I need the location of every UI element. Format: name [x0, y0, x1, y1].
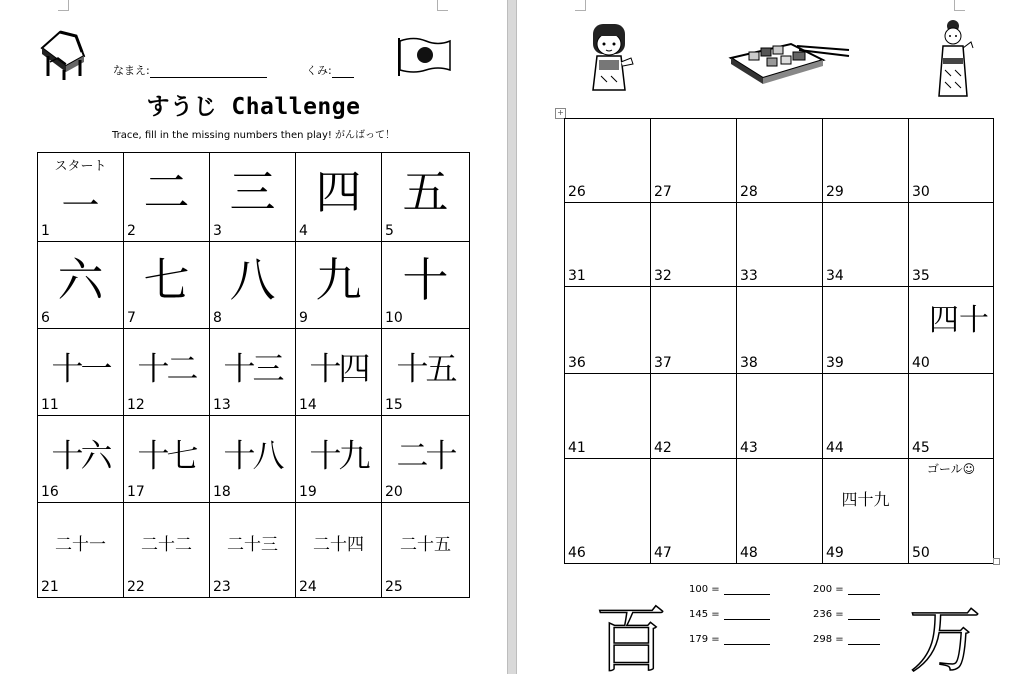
grid-row — [38, 242, 470, 329]
cell-number: 8 — [213, 310, 222, 326]
answer-blank[interactable] — [724, 609, 770, 620]
cell-number: 18 — [213, 484, 231, 500]
grid-cell — [909, 459, 994, 564]
outline-kanji-hundred: 百 — [595, 598, 668, 674]
grid-row — [38, 329, 470, 416]
cell-number: 43 — [740, 440, 758, 456]
grid-cell — [210, 242, 296, 329]
grid-cell — [823, 459, 909, 564]
table-move-handle[interactable]: + — [555, 108, 566, 119]
grid-cell — [565, 374, 651, 459]
cell-kanji: 六 — [57, 253, 104, 308]
crop-mark — [954, 0, 965, 11]
grid-cell — [651, 459, 737, 564]
grid-cell — [296, 242, 382, 329]
conversion-item — [689, 609, 770, 620]
cell-number: 40 — [912, 355, 930, 371]
grid-cell — [651, 119, 737, 203]
grid-cell — [651, 203, 737, 287]
conversion-label: 100 = — [689, 584, 720, 595]
sushi-tray-icon — [727, 36, 851, 86]
cell-number: 13 — [213, 397, 231, 413]
grid-cell — [737, 459, 823, 564]
cell-number: 36 — [568, 355, 586, 371]
name-label: なまえ: — [113, 64, 150, 77]
grid-cell — [382, 416, 470, 503]
grid-cell — [651, 374, 737, 459]
answer-blank[interactable] — [848, 584, 880, 595]
girl-illustration-icon — [581, 20, 637, 94]
grid-cell — [210, 416, 296, 503]
cell-number: 2 — [127, 223, 136, 239]
cell-kanji: 十七 — [137, 436, 196, 475]
worksheet-subtitle: Trace, fill in the missing numbers then play! がんばって！ — [111, 130, 396, 141]
grid-cell — [565, 287, 651, 374]
grid-cell — [737, 119, 823, 203]
grid-cell — [737, 374, 823, 459]
conversion-label: 298 = — [813, 634, 844, 645]
cell-number: 22 — [127, 579, 145, 595]
cell-number: 23 — [213, 579, 231, 595]
worksheet-title: すうじ Challenge — [146, 94, 361, 120]
grid-cell — [909, 203, 994, 287]
grid-cell — [296, 329, 382, 416]
grid-cell — [909, 287, 994, 374]
cell-kanji: 十六 — [51, 436, 110, 475]
cell-number: 26 — [568, 184, 586, 200]
conversion-label: 200 = — [813, 584, 844, 595]
grid-cell — [38, 503, 124, 598]
cell-number: 42 — [654, 440, 672, 456]
conversion-item — [813, 584, 880, 595]
grid-cell — [124, 503, 210, 598]
cell-number: 33 — [740, 268, 758, 284]
cell-kanji: 五 — [402, 165, 449, 220]
cell-number: 4 — [299, 223, 308, 239]
class-label: くみ: — [306, 64, 332, 77]
cell-kanji: 一 — [61, 184, 100, 228]
conversion-label: 236 = — [813, 609, 844, 620]
cell-number: 5 — [385, 223, 394, 239]
cell-number: 37 — [654, 355, 672, 371]
class-blank[interactable] — [332, 65, 354, 78]
cell-number: 9 — [299, 310, 308, 326]
cell-number: 20 — [385, 484, 403, 500]
conversion-item — [689, 634, 770, 645]
cell-number: 15 — [385, 397, 403, 413]
grid-cell — [823, 119, 909, 203]
cell-number: 12 — [127, 397, 145, 413]
number-grid-1-25 — [37, 152, 470, 598]
cell-number: 6 — [41, 310, 50, 326]
name-blank[interactable] — [150, 65, 267, 78]
right-page — [517, 0, 1024, 674]
cell-number: 32 — [654, 268, 672, 284]
cell-kanji: 四十九 — [841, 490, 890, 509]
grid-row — [565, 287, 994, 374]
cell-number: 30 — [912, 184, 930, 200]
grid-cell — [823, 203, 909, 287]
grid-row — [38, 153, 470, 242]
grid-cell — [124, 329, 210, 416]
cell-number: 7 — [127, 310, 136, 326]
cell-kanji: 十四 — [309, 349, 368, 388]
grid-cell — [823, 287, 909, 374]
answer-blank[interactable] — [848, 634, 880, 645]
cell-kanji: 二十三 — [227, 535, 278, 555]
cell-number: 3 — [213, 223, 222, 239]
conversion-item — [813, 634, 880, 645]
cell-number: 49 — [826, 545, 844, 561]
cell-kanji: 七 — [143, 253, 190, 308]
grid-cell — [296, 503, 382, 598]
grid-row — [38, 503, 470, 598]
cell-number: 10 — [385, 310, 403, 326]
crop-mark — [437, 0, 448, 11]
grid-cell — [382, 503, 470, 598]
cell-kanji: 二十五 — [400, 535, 451, 555]
cell-kanji: 十一 — [51, 349, 110, 388]
grid-cell — [210, 329, 296, 416]
start-label: スタート — [54, 159, 107, 174]
grid-cell — [565, 459, 651, 564]
grid-row — [565, 203, 994, 287]
cell-kanji: 十三 — [223, 349, 282, 388]
page-gutter — [507, 0, 517, 674]
grid-cell — [565, 203, 651, 287]
grid-cell — [909, 119, 994, 203]
cell-kanji: 四十 — [929, 303, 989, 338]
cell-kanji: 十二 — [137, 349, 196, 388]
cell-number: 41 — [568, 440, 586, 456]
name-field[interactable] — [113, 62, 267, 78]
cell-number: 45 — [912, 440, 930, 456]
grid-cell — [823, 374, 909, 459]
cell-kanji: 三 — [229, 165, 276, 220]
cell-kanji: 四 — [315, 165, 362, 220]
conversion-label: 145 = — [689, 609, 720, 620]
grid-cell — [124, 416, 210, 503]
cell-kanji: 二十一 — [55, 535, 106, 555]
cell-kanji: 二十 — [396, 436, 455, 475]
grid-cell — [737, 203, 823, 287]
cell-number: 16 — [41, 484, 59, 500]
grid-cell — [124, 242, 210, 329]
grid-cell — [38, 329, 124, 416]
answer-blank[interactable] — [724, 584, 770, 595]
cell-kanji: 十九 — [309, 436, 368, 475]
cell-number: 31 — [568, 268, 586, 284]
grid-cell — [909, 374, 994, 459]
cell-number: 38 — [740, 355, 758, 371]
grid-row — [565, 119, 994, 203]
cell-number: 17 — [127, 484, 145, 500]
grid-row — [565, 374, 994, 459]
grid-cell — [38, 416, 124, 503]
grid-cell — [296, 416, 382, 503]
grid-cell — [296, 153, 382, 242]
cell-kanji: 十 — [402, 253, 449, 308]
grid-cell — [651, 287, 737, 374]
japan-flag-icon — [396, 36, 452, 78]
cell-number: 21 — [41, 579, 59, 595]
grid-cell — [210, 153, 296, 242]
answer-blank[interactable] — [848, 609, 880, 620]
cell-number: 14 — [299, 397, 317, 413]
grid-cell — [737, 287, 823, 374]
cell-kanji: 二 — [143, 165, 190, 220]
crop-mark — [575, 0, 586, 11]
cell-number: 1 — [41, 223, 50, 239]
cell-number: 25 — [385, 579, 403, 595]
goal-label: ゴール☺ — [926, 462, 976, 476]
cell-number: 46 — [568, 545, 586, 561]
cell-number: 29 — [826, 184, 844, 200]
conversion-item — [689, 584, 770, 595]
cell-number: 27 — [654, 184, 672, 200]
cell-number: 44 — [826, 440, 844, 456]
grid-cell — [382, 329, 470, 416]
cell-number: 35 — [912, 268, 930, 284]
kimono-woman-icon — [931, 18, 975, 98]
cell-kanji: 八 — [229, 253, 276, 308]
grid-cell — [565, 119, 651, 203]
cell-number: 24 — [299, 579, 317, 595]
piano-illustration-icon — [36, 26, 90, 82]
grid-cell — [38, 153, 124, 242]
cell-number: 11 — [41, 397, 59, 413]
grid-cell — [382, 153, 470, 242]
cell-number: 39 — [826, 355, 844, 371]
cell-number: 47 — [654, 545, 672, 561]
class-field[interactable] — [306, 62, 354, 78]
cell-kanji: 二十二 — [141, 535, 192, 555]
left-page — [0, 0, 507, 674]
grid-cell — [210, 503, 296, 598]
grid-row — [565, 459, 994, 564]
cell-number: 34 — [826, 268, 844, 284]
cell-number: 28 — [740, 184, 758, 200]
crop-mark — [58, 0, 69, 11]
grid-row — [38, 416, 470, 503]
number-grid-26-50 — [564, 118, 994, 564]
conversion-label: 179 = — [689, 634, 720, 645]
grid-cell — [382, 242, 470, 329]
cell-kanji: 二十四 — [313, 535, 364, 555]
cell-kanji: 九 — [315, 253, 362, 308]
conversion-item — [813, 609, 880, 620]
grid-cell — [38, 242, 124, 329]
grid-cell — [124, 153, 210, 242]
outline-kanji-ten-thousand: 万 — [909, 598, 982, 674]
cell-number: 19 — [299, 484, 317, 500]
cell-kanji: 十八 — [223, 436, 282, 475]
table-resize-handle[interactable] — [993, 558, 1000, 565]
answer-blank[interactable] — [724, 634, 770, 645]
cell-number: 50 — [912, 545, 930, 561]
cell-number: 48 — [740, 545, 758, 561]
cell-kanji: 十五 — [396, 349, 455, 388]
